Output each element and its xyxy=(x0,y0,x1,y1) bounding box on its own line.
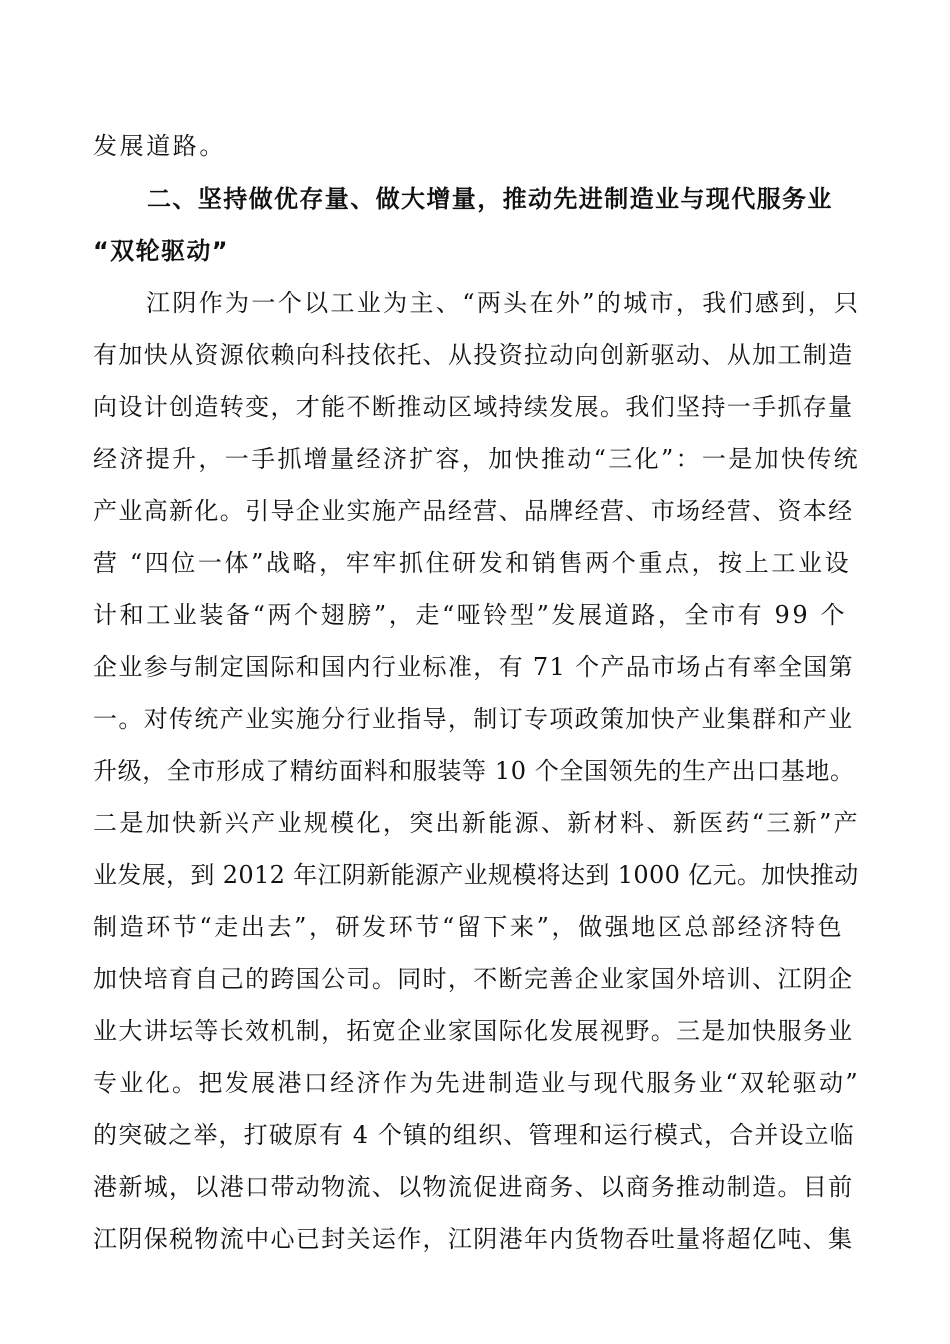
text-line: 二是加快新兴产业规模化，突出新能源、新材料、新医药“三新”产 xyxy=(93,809,861,837)
text-line: 一。对传统产业实施分行业指导，制订专项政策加快产业集群和产业 xyxy=(93,705,854,733)
text-line: 的突破之举，打破原有 4 个镇的组织、管理和运行模式，合并设立临 xyxy=(93,1121,855,1149)
text-line: 计和工业装备“两个翅膀”，走“哑铃型”发展道路，全市有 99 个 xyxy=(93,601,848,629)
paragraph-first-line: 江阴作为一个以工业为主、“两头在外”的城市，我们感到，只 xyxy=(146,289,861,317)
text-line: 有加快从资源依赖向科技依托、从投资拉动向创新驱动、从加工制造 xyxy=(93,341,854,369)
text-line: 向设计创造转变，才能不断推动区域持续发展。我们坚持一手抓存量 xyxy=(93,393,854,421)
text-line: 专业化。把发展港口经济作为先进制造业与现代服务业“双轮驱动” xyxy=(93,1069,861,1097)
text-line: 加快培育自己的跨国公司。同时，不断完善企业家国外培训、江阴企 xyxy=(93,965,854,993)
text-line: 企业参与制定国际和国内行业标准，有 71 个产品市场占有率全国第 xyxy=(93,653,854,681)
text-line: 经济提升，一手抓增量经济扩容，加快推动“三化”：一是加快传统 xyxy=(93,445,861,473)
text-line: 港新城，以港口带动物流、以物流促进商务、以商务推动制造。目前 xyxy=(93,1173,854,1201)
text-line: 产业高新化。引导企业实施产品经营、品牌经营、市场经营、资本经 xyxy=(93,497,854,525)
text-line: 江阴保税物流中心已封关运作，江阴港年内货物吞吐量将超亿吨、集 xyxy=(93,1225,854,1253)
text-line: 升级，全市形成了精纺面料和服装等 10 个全国领先的生产出口基地。 xyxy=(93,757,855,785)
text-line: 发展道路。 xyxy=(93,132,226,160)
text-line: 业大讲坛等长效机制，拓宽企业家国际化发展视野。三是加快服务业 xyxy=(93,1017,854,1045)
section-heading: 二、坚持做优存量、做大增量，推动先进制造业与现代服务业 xyxy=(147,185,833,213)
text-line: 制造环节“走出去”，研发环节“留下来”，做强地区总部经济特色 xyxy=(93,913,845,941)
text-line: 业发展，到 2012 年江阴新能源产业规模将达到 1000 亿元。加快推动 xyxy=(93,861,859,889)
text-line: 营 “四位一体”战略，牢牢抓住研发和销售两个重点，按上工业设 xyxy=(93,549,852,577)
section-heading-continued: “双轮驱动” xyxy=(93,237,229,265)
